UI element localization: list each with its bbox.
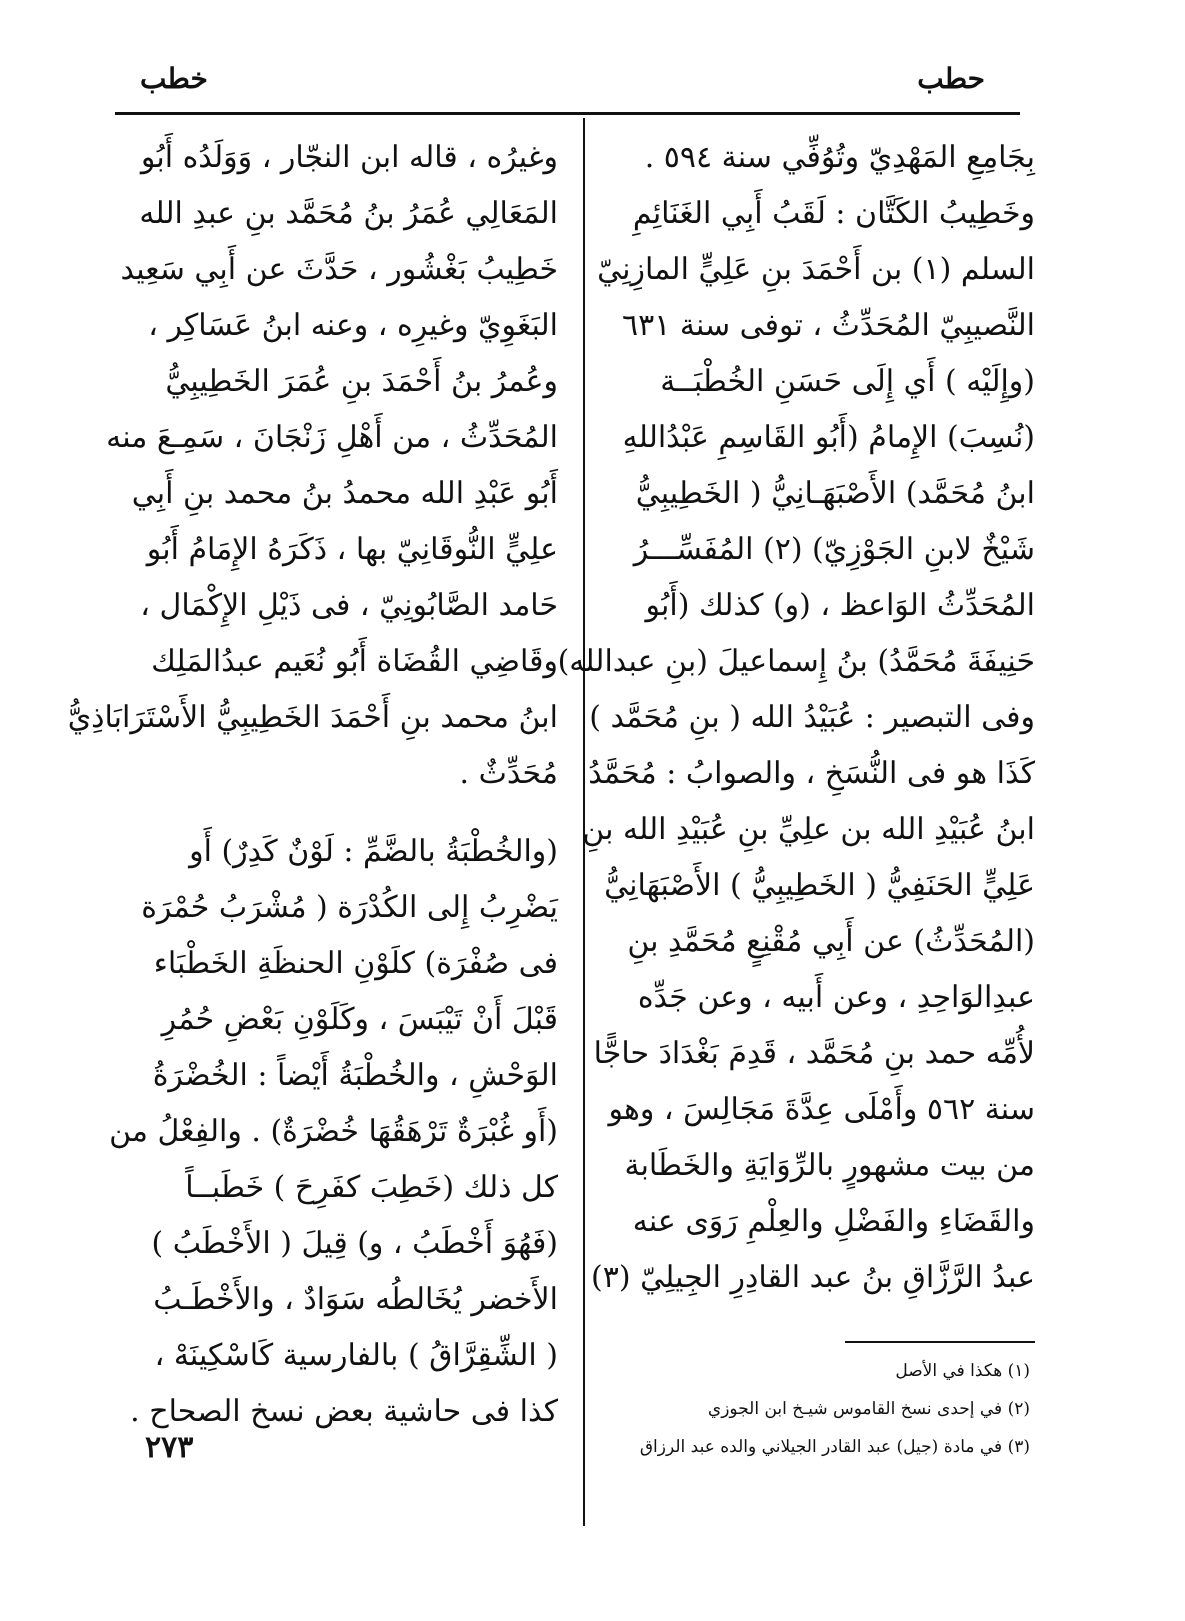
left-column-line: فى صُفْرَة) كلَوْنِ الحنظَةِ الخَطْبَاء xyxy=(153,946,558,981)
left-column-line: حَامد الصَّابُونِيّ ، فى ذَيْلِ الإِكْمَال ، xyxy=(140,588,558,623)
left-column-line: وقَاضِي القُضَاة أَبُو نُعَيم عبدُالمَلِك xyxy=(151,644,558,679)
right-column-line: كَذَا هو فى النُّسَخِ ، والصوابُ : مُحَمَّدُ xyxy=(588,756,1035,791)
header-rule xyxy=(115,112,1020,115)
right-column xyxy=(557,130,1035,1306)
left-column-line: أَبُو عَبْدِ الله محمدُ بنُ محمد بنِ أَبِي xyxy=(131,476,558,511)
left-column-line: قَبْلَ أَنْ تَيْبَسَ ، وكَلَوْنِ بَعْضِ حُمُرِ xyxy=(161,1002,558,1037)
right-column-line: لأُمِّه حمد بنِ مُحَمَّد ، قَدِمَ بَغْدَادَ حاجًّا xyxy=(593,1036,1035,1071)
header-left-word: خطب xyxy=(140,62,208,95)
right-column-line: وفى التبصير : عُبَيْدُ الله ( بنِ مُحَمَّد ) xyxy=(589,700,1035,735)
left-column-line: المَعَالِي عُمَرُ بنُ مُحَمَّد بنِ عبدِ الله xyxy=(139,196,558,231)
right-column-line: السلم (١) بن أَحْمَدَ بنِ عَلِيٍّ المازِنِيّ xyxy=(597,252,1035,287)
right-column-line: عَلِيٍّ الحَنَفِيُّ ( الخَطِيبِيُّ ) الأَصْبَهَانِيُّ xyxy=(604,868,1035,903)
left-column-line: علِيٍّ النُّوقَانِيّ بها ، ذَكَرَهُ الإِمَامُ أَبُو xyxy=(146,532,558,567)
left-column-line: ابنُ محمد بنِ أَحْمَدَ الخَطِيبِيُّ الأَسْتَرَابَاذِيُّ xyxy=(67,700,558,735)
right-column-line: (وإِلَيْه ) أَي إِلَى حَسَنِ الخُطْبَــة xyxy=(660,364,1035,399)
footnote: (١) هكذا في الأصل xyxy=(895,1361,1030,1381)
left-column-line: ( الشِّقِرَّاقُ ) بالفارسية كَاسْكِينَهْ ، xyxy=(154,1338,558,1373)
right-column-line: من بيت مشهورٍ بالرِّوَايَةِ والخَطَابة xyxy=(624,1148,1035,1183)
left-column-line: مُحَدِّثٌ . xyxy=(459,756,558,791)
right-column-line: والقَضَاءِ والفَضْلِ والعِلْمِ رَوَى عنه xyxy=(632,1204,1035,1239)
left-column-line: البَغَوِيّ وغيرِه ، وعنه ابنُ عَسَاكِر ، xyxy=(148,308,558,343)
footnote: (٢) في إحدى نسخ القاموس شيـخ ابن الجوزي xyxy=(707,1399,1030,1419)
right-column-line: المُحَدِّثُ الوَاعظ ، (و) كذلك (أَبُو xyxy=(645,588,1035,623)
left-column-line: المُحَدِّثُ ، من أَهْلِ زَنْجَانَ ، سَمِـعَ منه xyxy=(106,420,558,455)
left-column-line: الأَخضر يُخَالطُه سَوَادٌ ، والأَخْطَـبُ xyxy=(153,1282,558,1317)
right-column-line: النَّصيبِيّ المُحَدِّثُ ، توفى سنة ٦٣١ xyxy=(621,308,1035,343)
right-column-line: عبدُ الرَّزَّاقِ بنُ عبد القادِرِ الجِيلِيّ (٣) xyxy=(591,1260,1035,1295)
footnote-rule xyxy=(845,1341,1035,1343)
left-column-line: كل ذلك (خَطِبَ كفَرِحَ ) خَطَبــاً xyxy=(185,1170,558,1205)
right-column-line: بِجَامِعِ المَهْدِيّ وتُوُفِّي سنة ٥٩٤ . xyxy=(644,140,1035,175)
left-column-line: (أَو غُبْرَةٌ تَرْهَقُهَا خُضْرَةٌ) . والفِعْلُ من xyxy=(109,1114,558,1149)
left-column-line: يَضْرِبُ إِلى الكُدْرَة ( مُشْرَبُ حُمْرَة xyxy=(141,890,558,925)
page-number: ٢٧٣ xyxy=(145,1430,194,1465)
left-column-line: الوَحْشِ ، والخُطْبَةُ أَيْضاً : الخُضْرَةُ xyxy=(152,1058,558,1093)
left-column-line: (والخُطْبَةُ بالضَّمِّ : لَوْنٌ كَدِرٌ) أَو xyxy=(189,834,558,869)
right-column-line: عبدِالوَاحِدِ ، وعن أَبيه ، وعن جَدِّه xyxy=(637,980,1035,1015)
footnotes xyxy=(610,1352,1030,1466)
left-column-line: خَطِيبُ بَغْشُور ، حَدَّثَ عن أَبِي سَعِيد xyxy=(120,252,558,287)
right-column-line: سنة ٥٦٢ وأَمْلَى عِدَّةَ مَجَالِسَ ، وهو xyxy=(608,1092,1035,1127)
right-column-line: (نُسِبَ) الإِمامُ (أَبُو القَاسِمِ عَبْدُاللهِ xyxy=(622,420,1035,455)
paragraph-gap xyxy=(118,802,558,824)
footnote: (٣) في مادة (جيل) عبد القادر الجيلاني والده عبد الرزاق xyxy=(639,1437,1030,1457)
right-column-line: وخَطِيبُ الكَتَّان : لَقَبُ أَبِي الغَنَائِمِ xyxy=(632,196,1035,231)
right-column-line: حَنِيفَةَ مُحَمَّدُ) بنُ إِسماعيلَ (بنِ عبدالله) xyxy=(557,644,1035,679)
left-column-line: وعُمرُ بنُ أَحْمَدَ بنِ عُمَرَ الخَطِيبِيُّ xyxy=(165,364,558,399)
header-right-word: حطب xyxy=(917,62,985,95)
right-column-line: ابنُ مُحَمَّد) الأَصْبَهَـانِيُّ ( الخَطِيبِيُّ xyxy=(635,476,1035,511)
right-column-line: شَيْخٌ لابنِ الجَوْزِيّ) (٢) المُفَسِّـــرُ xyxy=(633,532,1035,567)
left-column-line: كذا فى حاشية بعض نسخ الصحاح . xyxy=(130,1394,558,1429)
left-column xyxy=(67,130,558,1440)
left-column-line: (فَهُوَ أَخْطَبُ ، و) قِيلَ ( الأَخْطَبُ ) xyxy=(151,1226,558,1261)
right-column-line: ابنُ عُبَيْدِ الله بن علِيِّ بنِ عُبَيْدِ الله بنِ xyxy=(582,812,1035,847)
right-column-line: (المُحَدِّثُ) عن أَبِي مُقْنِعٍ مُحَمَّدِ بنِ xyxy=(627,924,1035,959)
left-column-line: وغيرُه ، قاله ابن النجّار ، وَوَلَدُه أَبُو xyxy=(140,140,558,175)
